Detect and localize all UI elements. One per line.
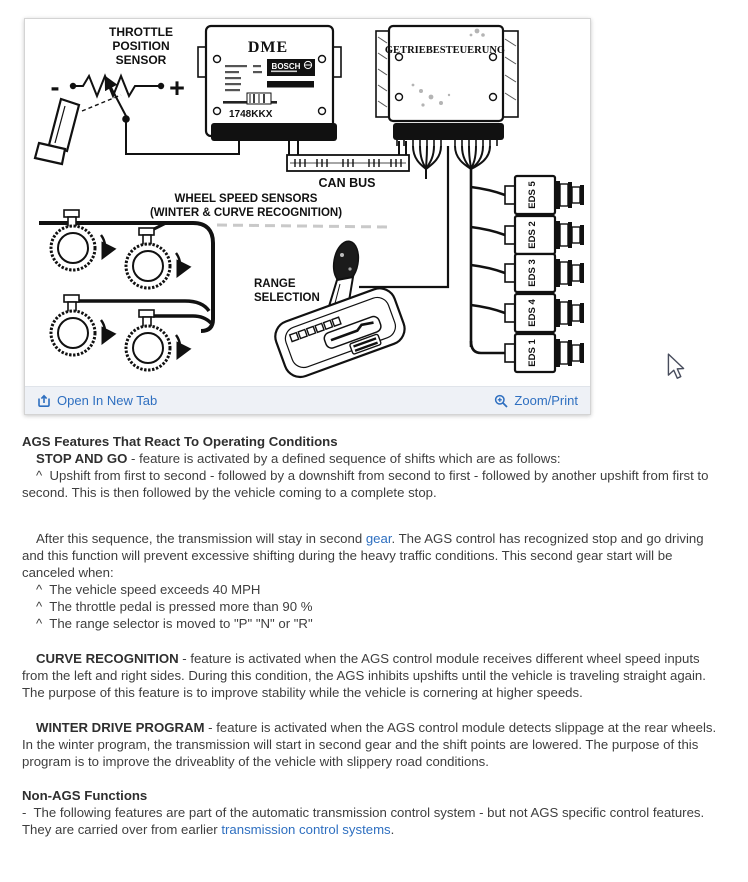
dme-title: DME — [247, 39, 289, 56]
made-in-germany-bar — [267, 81, 314, 88]
can-bus-label: CAN BUS — [318, 176, 376, 190]
article-body — [22, 433, 728, 838]
accelerator-pedal — [35, 99, 79, 164]
stop-and-go-bullet: ^ Upshift from first to second - followed by a downshift from second to first - followed by another upshift from first to second. This is then followed by the vehicle coming to a complete stop. — [22, 468, 709, 500]
wire-bundle-right — [455, 146, 490, 169]
cancel-bullet-throttle: ^ The throttle pedal is pressed more than 90 % — [36, 599, 313, 614]
throttle-label-line1: THROTTLE — [109, 25, 173, 39]
zoom-print-link[interactable] — [494, 393, 578, 408]
resistor-symbol — [73, 76, 161, 96]
stop-and-go-text: - feature is activated by a defined sequence of shifts which are as follows: — [127, 451, 561, 466]
non-ags-text-2: . — [390, 822, 395, 837]
minus-sign: - — [50, 72, 60, 102]
module-bracket-left — [376, 31, 389, 117]
bosch-badge — [267, 59, 315, 76]
eds-label: EDS 1 — [527, 339, 538, 367]
winter-program-text: - feature is activated when the AGS control module detects slippage at the rear wheels. In the winter program, the transmission will start in second gear and the shift points are lowered. The purpose of this program is to improve the driveablity of the vehicle with slippery road conditions. — [22, 720, 717, 769]
bosch-text: BOSCH — [271, 62, 301, 71]
eds-unit — [505, 176, 584, 214]
eds-unit — [505, 334, 584, 372]
wheel-rear-left — [51, 295, 105, 355]
cancel-conditions-list — [22, 581, 728, 632]
rotation-arrow — [176, 335, 180, 357]
cancel-bullet-speed: ^ The vehicle speed exceeds 40 MPH — [36, 582, 261, 597]
open-in-new-tab-link[interactable] — [37, 393, 157, 408]
eds-wiring-trunk — [471, 169, 505, 353]
pedal-link-dashed — [82, 95, 121, 111]
throttle-label-line3: SENSOR — [115, 53, 167, 67]
eds-unit — [505, 254, 584, 292]
eds-label: EDS 5 — [527, 181, 538, 209]
stop-and-go-term: STOP AND GO — [36, 451, 128, 466]
dme-part-number: 1748KKX — [229, 109, 273, 120]
module-title: GETRIEBESTEUERUNG — [384, 45, 506, 56]
winter-program-term: WINTER DRIVE PROGRAM — [36, 720, 205, 735]
rotation-arrow — [176, 253, 180, 275]
throttle-label-line2: POSITION — [112, 39, 170, 53]
eds-unit — [505, 216, 584, 254]
range-label-line2: SELECTION — [254, 292, 320, 304]
after-sequence-paragraph — [22, 530, 728, 581]
transmission-system-diagram — [25, 19, 590, 386]
module-housing — [389, 26, 503, 121]
wheel-label-line1: WHEEL SPEED SENSORS — [174, 193, 318, 205]
winter-program-paragraph — [22, 719, 728, 770]
open-in-new-tab-icon — [37, 394, 51, 408]
non-ags-paragraph — [22, 804, 728, 838]
wheel-label-line2: (WINTER & CURVE RECOGNITION) — [149, 207, 343, 219]
section-heading-non-ags: Non-AGS Functions — [22, 788, 148, 803]
dme-barcode — [247, 93, 271, 104]
curve-recognition-paragraph — [22, 650, 728, 701]
curve-recognition-text: - feature is activated when the AGS control module receives different wheel speed inputs from the left and right sides. During this condition, the AGS inhibits upshifts until the vehicle is traveling straight again. The purpose of this feature is to improve stability while the vehicle is cornering at higher speeds. — [22, 651, 706, 700]
eds-label: EDS 2 — [527, 221, 538, 249]
dme-connector — [211, 123, 337, 141]
gear-link[interactable]: gear — [365, 531, 392, 546]
eds-label: EDS 3 — [527, 259, 538, 287]
after-sequence-text-1: After this sequence, the transmission will stay in second — [36, 531, 366, 546]
cancel-bullet-range: ^ The range selector is moved to "P" "N" or "R" — [36, 616, 313, 631]
mouse-cursor — [666, 353, 686, 381]
rotation-arrow — [101, 320, 105, 342]
figure-toolbar — [25, 386, 590, 414]
zoom-print-icon — [494, 394, 508, 408]
eds-solenoids — [471, 169, 584, 372]
wire-bundle-left — [413, 146, 441, 179]
eds-unit — [505, 294, 584, 332]
rotation-arrow — [101, 235, 105, 257]
module-connector-pins — [397, 140, 497, 146]
eds-label: EDS 4 — [527, 299, 538, 327]
curve-recognition-term: CURVE RECOGNITION — [36, 651, 179, 666]
module-bracket-right — [503, 31, 518, 117]
wheel-front-left — [51, 210, 105, 270]
zoom-print-label: Zoom/Print — [514, 393, 578, 408]
diagram-figure — [24, 18, 591, 415]
dme-module — [198, 26, 341, 156]
module-connector — [393, 123, 504, 140]
wheel-rear-right — [126, 310, 180, 370]
after-sequence-text-2: . The AGS control has recognized stop and go driving and this function will prevent excessive shifting during the heavy traffic conditions. This second gear start will be canceled when: — [22, 531, 704, 580]
stop-and-go-paragraph — [22, 450, 728, 467]
can-bus — [287, 155, 409, 190]
transmission-control-systems-link[interactable]: transmission control systems — [221, 822, 391, 837]
open-in-new-tab-label: Open In New Tab — [57, 393, 158, 408]
range-label-line1: RANGE — [254, 278, 296, 290]
plus-sign: + — [169, 73, 185, 103]
gear-shifter — [271, 239, 409, 381]
wheel-front-right — [126, 228, 180, 288]
non-ags-text-1: - The following features are part of the automatic transmission control system - but not AGS specific control features. They are carried over from earlier — [22, 805, 705, 837]
section-heading-ags-features: AGS Features That React To Operating Conditions — [22, 434, 338, 449]
